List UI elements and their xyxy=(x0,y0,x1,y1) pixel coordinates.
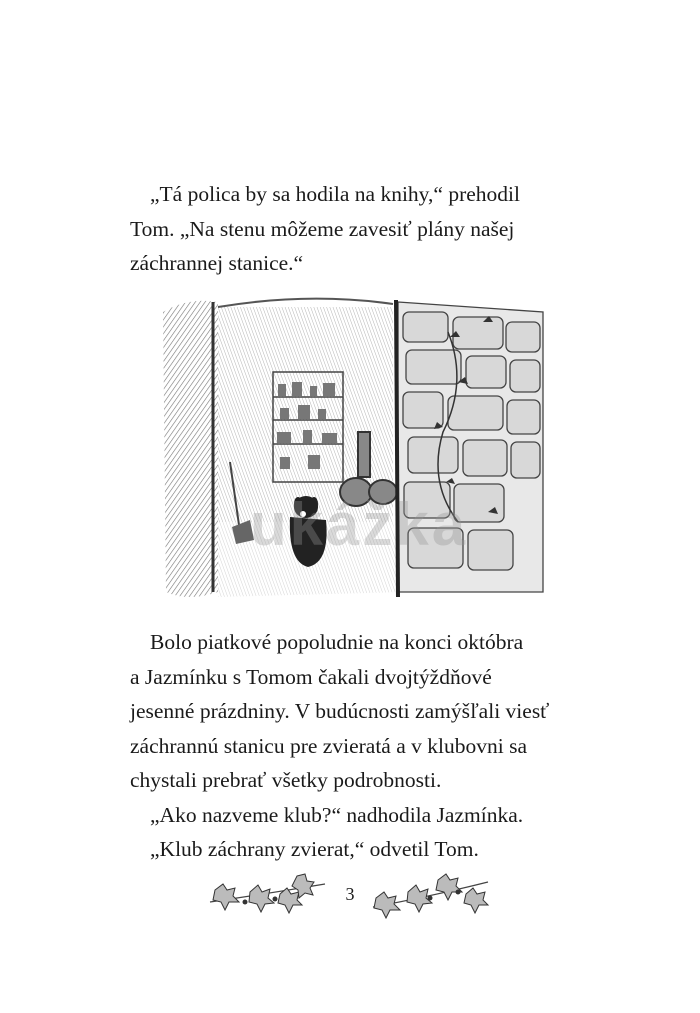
page-footer xyxy=(200,872,500,922)
text-line: chystali prebrať všetky podrobnosti. xyxy=(130,768,442,792)
watermark: ukážka xyxy=(250,491,469,558)
text-line: jesenné prázdniny. V budúcnosti zamýšľali viesť xyxy=(130,699,550,723)
text-line: „Tá polica by sa hodila na knihy,“ prehodil xyxy=(150,182,520,206)
paragraph-top xyxy=(130,177,550,281)
text-line: záchrannej stanice.“ xyxy=(130,251,304,275)
text-line: „Ako nazveme klub?“ nadhodila Jazmínka. xyxy=(150,802,524,827)
text-line: záchrannú stanicu pre zvieratá a v klubovni sa xyxy=(130,733,527,758)
page-number: 3 xyxy=(345,884,355,904)
text-line: Bolo piatkové popoludnie na konci októbra xyxy=(150,630,524,654)
text-line: „Klub záchrany zvierat,“ odvetil Tom. xyxy=(150,837,479,861)
holly-branch-icon xyxy=(368,872,493,922)
paragraph-bottom xyxy=(130,625,550,867)
text-line: Tom. „Na stenu môžeme zavesiť plány našej xyxy=(130,216,515,241)
holly-branch-icon xyxy=(205,872,330,922)
sketch-illustration-icon xyxy=(158,292,546,610)
text-line: a Jazmínku s Tomom čakali dvojtýždňové xyxy=(130,664,492,689)
